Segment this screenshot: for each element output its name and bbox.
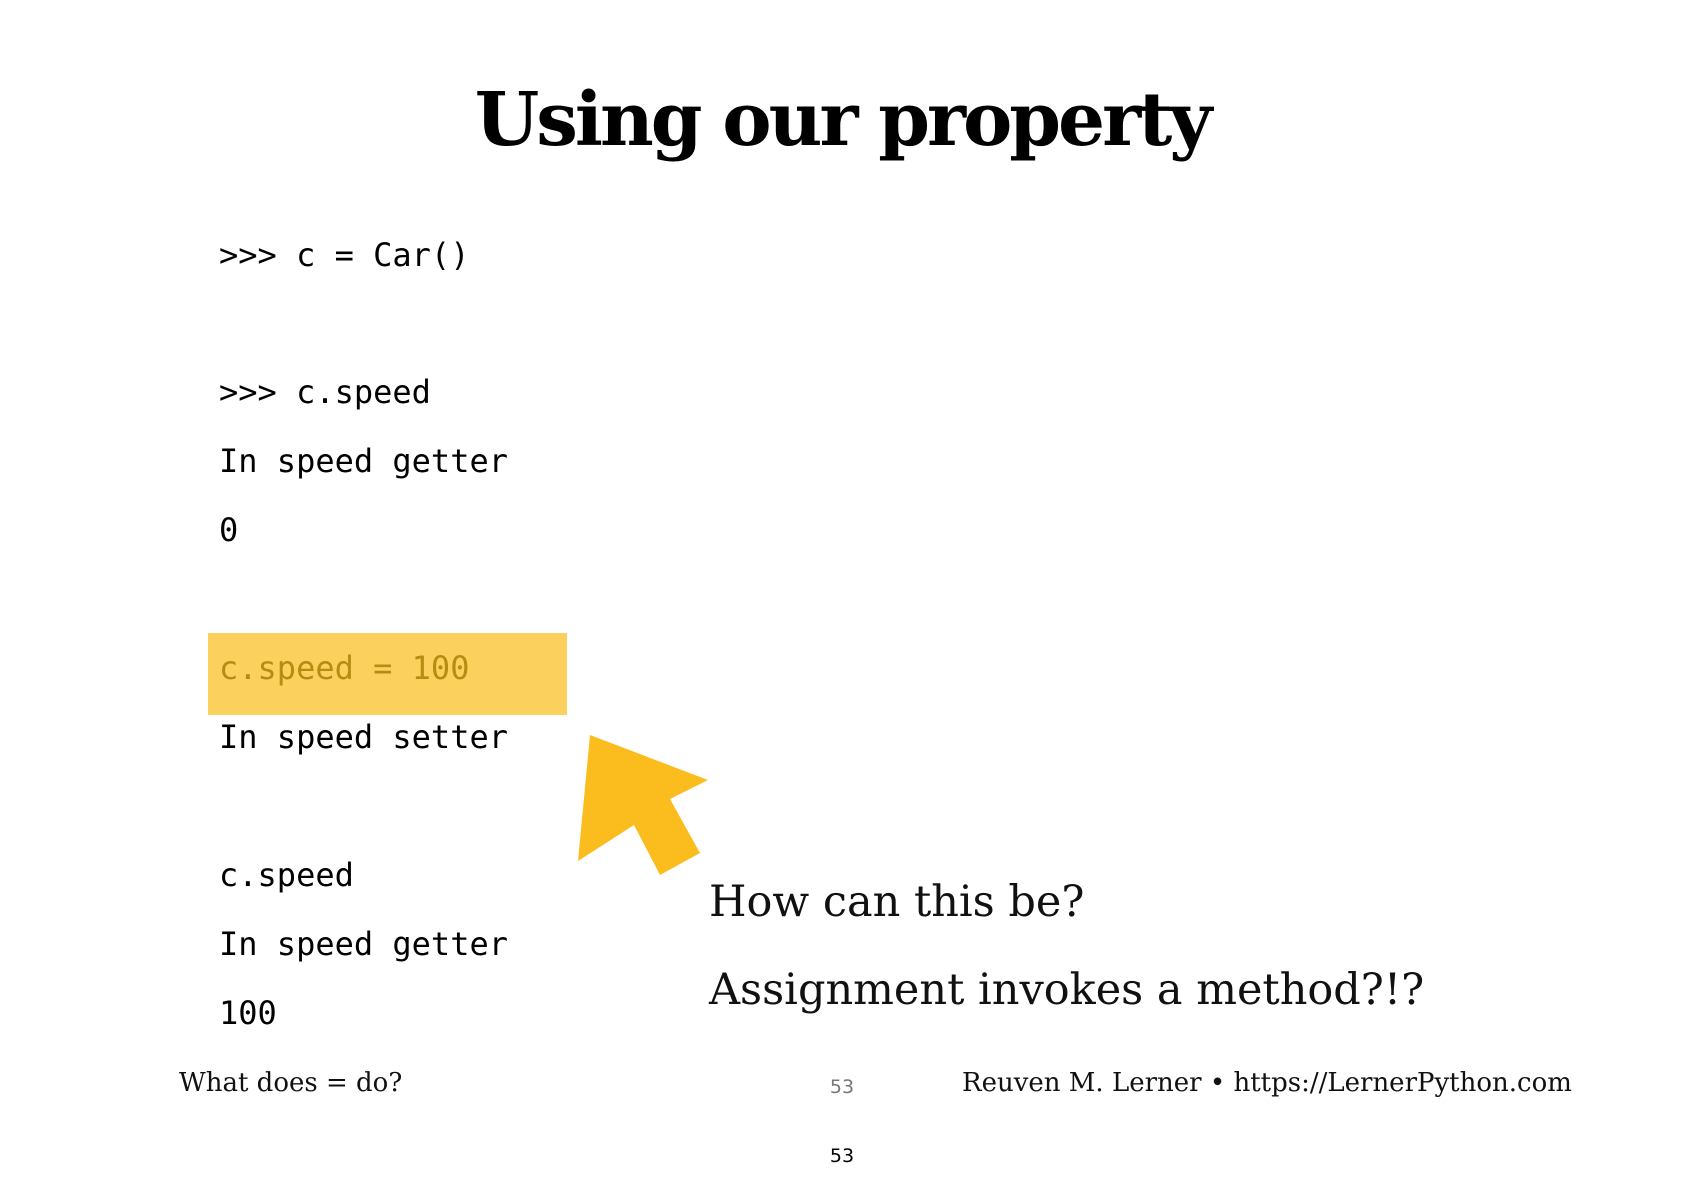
code-line-6: In speed setter	[219, 718, 508, 756]
note-question: How can this be?	[709, 877, 1085, 927]
code-line-8: In speed getter	[219, 925, 508, 963]
footer-right-text: Reuven M. Lerner • https://LernerPython.com	[962, 1068, 1572, 1098]
note-statement: Assignment invokes a method?!?	[709, 965, 1425, 1015]
code-line-3: In speed getter	[219, 442, 508, 480]
footer-page-number: 53	[829, 1076, 855, 1098]
slide-title: Using our property	[474, 77, 1210, 163]
code-line-1: >>> c = Car()	[219, 236, 470, 274]
footer-left-text: What does = do?	[179, 1068, 403, 1098]
pointer-arrow-icon	[578, 735, 708, 875]
code-line-2: >>> c.speed	[219, 373, 431, 411]
code-line-5-highlighted: c.speed = 100	[219, 649, 470, 687]
code-line-4: 0	[219, 511, 239, 549]
page-number: 53	[829, 1145, 855, 1167]
code-line-7: c.speed	[219, 856, 354, 894]
code-line-9: 100	[219, 994, 277, 1032]
